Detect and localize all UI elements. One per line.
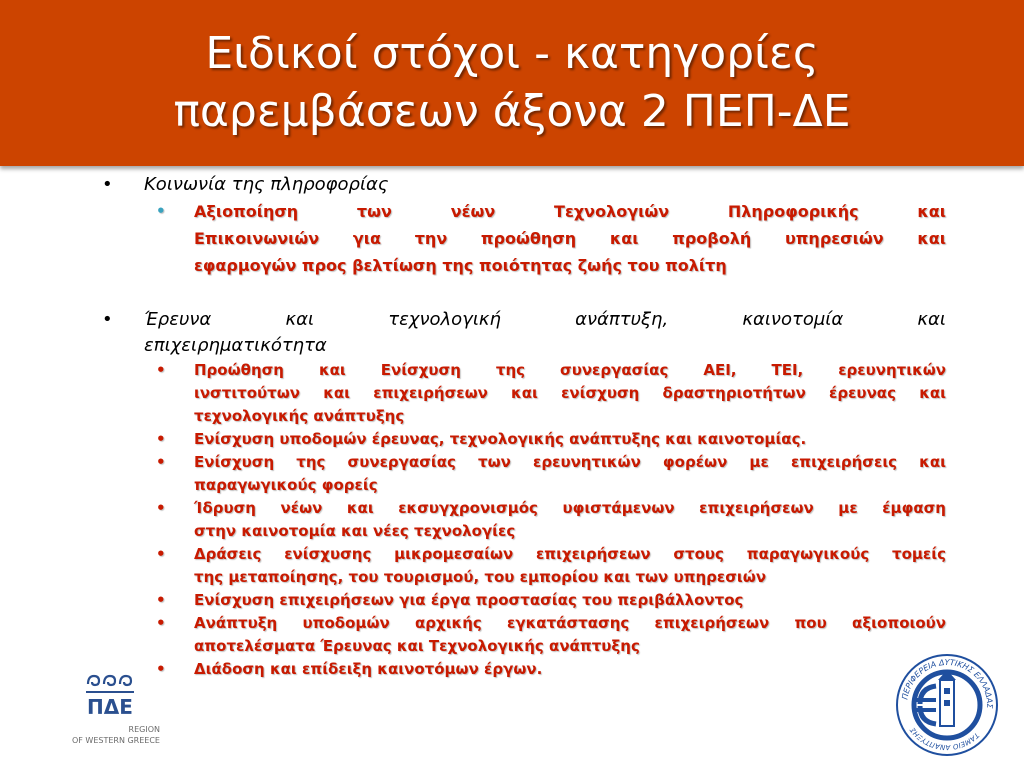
heading-line: Έρευνα και τεχνολογική ανάπτυξη, καινοτομία και [144,309,946,330]
item-line: Ενίσχυση υποδομών έρευνας, τεχνολογικής ανάπτυξης και καινοτομίας. [194,430,807,448]
bullet-icon: • [156,591,166,609]
item-line: Δράσεις ενίσχυσης μικρομεσαίων επιχειρήσεων στους παραγωγικούς τομείς [194,545,946,563]
item-line: τεχνολογικής ανάπτυξης [194,407,405,425]
item-line: ινστιτούτων και επιχειρήσεων και ενίσχυση δραστηριοτήτων έρευνας και [194,384,946,402]
list-item [100,543,946,589]
title-bar [0,0,1024,166]
fund-seal-icon [892,650,1002,760]
bullet-icon: • [156,361,166,379]
item-line: Διάδοση και επίδειξη καινοτόμων έργων. [194,660,543,678]
item-line: Επικοινωνιών για την προώθηση και προβολή υπηρεσιών και [194,229,946,248]
list-item [100,612,946,658]
slide-title-line-1: Ειδικοί στόχοι - κατηγορίες [205,28,819,79]
section-heading [100,307,946,359]
bullet-list [100,359,946,681]
bullet-list [100,198,946,279]
seal-top-text: ΤΑΜΕΙΟ ΑΝΑΠΤΥΞΗΣ [908,725,981,752]
item-line: Ενίσχυση επιχειρήσεων για έργα προστασίας του περιβάλλοντος [194,591,744,609]
item-line: της μεταποίησης, του τουρισμού, του εμπορίου και των υπηρεσιών [194,568,767,586]
section-information-society [100,172,946,279]
region-logo [60,666,160,762]
list-item [100,658,946,681]
region-logo-text: ΠΔΕ [87,695,133,719]
slide-content [100,172,946,681]
item-line: παραγωγικούς φορείς [194,476,378,494]
list-item [100,589,946,612]
heading-line: Κοινωνία της πληροφορίας [144,174,389,195]
heading-line: επιχειρηματικότητα [144,335,327,356]
item-line: στην καινοτομία και νέες τεχνολογίες [194,522,516,540]
item-line: Αξιοποίηση των νέων Τεχνολογιών Πληροφορικής και [194,202,946,221]
item-line: Ενίσχυση της συνεργασίας των ερευνητικών φορέων με επιχειρήσεις και [194,453,946,471]
item-line: Ανάπτυξη υποδομών αρχικής εγκατάστασης επιχειρήσεων που αξιοποιούν [194,614,946,632]
bullet-icon: • [156,430,166,448]
bullet-icon: • [156,614,166,632]
item-line: εφαρμογών προς βελτίωση της ποιότητας ζωής του πολίτη [194,256,727,275]
bullet-icon: • [156,453,166,471]
bullet-icon: • [156,499,166,517]
section-heading [100,172,946,198]
section-research [100,307,946,681]
bullet-icon: • [102,309,113,330]
region-logo-caption: REGION OF WESTERN GREECE [71,725,160,745]
list-item [100,198,946,279]
bullet-icon: • [156,660,166,678]
bullet-icon: • [156,545,166,563]
list-item [100,451,946,497]
slide-title-line-2: παρεμβάσεων άξονα 2 ΠΕΠ-ΔΕ [173,86,851,137]
list-item [100,428,946,451]
region-emblem-icon [82,670,138,722]
bullet-icon: • [156,202,166,220]
list-item [100,359,946,428]
spacer [100,279,946,307]
list-item [100,497,946,543]
seal-ring-text: ΠΕΡΙΦΕΡΕΙΑ ΔΥΤΙΚΗΣ ΕΛΛΑΔΑΣ [900,657,995,709]
item-line: Προώθηση και Ενίσχυση της συνεργασίας ΑΕΙ, ΤΕΙ, ερευνητικών [194,361,946,379]
bullet-icon: • [102,174,113,195]
item-line: Ίδρυση νέων και εκσυγχρονισμός υφιστάμενων επιχειρήσεων με έμφαση [194,499,946,517]
fund-seal-logo [892,650,1002,760]
item-line: αποτελέσματα Έρευνας και Τεχνολογικής ανάπτυξης [194,637,640,655]
